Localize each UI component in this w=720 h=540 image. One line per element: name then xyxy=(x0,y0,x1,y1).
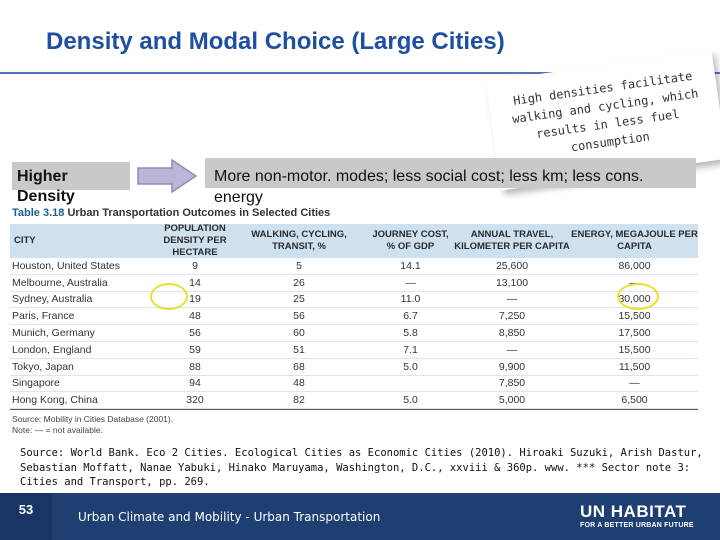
table-note-line: Note: — = not available. xyxy=(12,425,103,435)
cell-journey-cost: — xyxy=(405,276,416,289)
higher-density-label: Higher Density xyxy=(17,168,75,205)
cell-density: 56 xyxy=(189,327,201,340)
cell-annual-travel: 13,100 xyxy=(495,276,529,289)
cell-energy: — xyxy=(629,377,640,390)
cell-density: 19 xyxy=(189,293,201,306)
table-row xyxy=(10,342,698,359)
cell-modes: 25 xyxy=(293,293,305,306)
logo-main-text: UN HABITAT xyxy=(580,502,687,521)
cell-journey-cost: 11.0 xyxy=(400,293,421,306)
table-caption xyxy=(12,207,330,219)
cell-energy: — xyxy=(629,276,640,289)
cell-journey-cost: 5.0 xyxy=(403,360,418,373)
cell-city: Munich, Germany xyxy=(12,327,95,340)
cell-modes: 82 xyxy=(293,394,305,407)
table-row xyxy=(10,325,698,342)
cell-density: 48 xyxy=(189,310,201,323)
cell-annual-travel: 7,250 xyxy=(498,310,526,323)
cell-journey-cost: 14.1 xyxy=(400,259,421,272)
cell-city: Melbourne, Australia xyxy=(12,276,108,289)
cell-annual-travel: 8,850 xyxy=(498,327,526,340)
cell-density: 9 xyxy=(192,259,198,272)
header-energy: ENERGY, MEGAJOULE PER CAPITA xyxy=(571,229,698,252)
un-habitat-logo xyxy=(580,503,716,530)
table-bottom-rule xyxy=(10,409,698,410)
right-arrow-icon xyxy=(136,158,198,194)
cell-annual-travel: — xyxy=(506,293,518,306)
table-source-line: Source: Mobility in Cities Database (2001). xyxy=(12,414,174,424)
cell-city: Singapore xyxy=(12,377,60,390)
header-modes: WALKING, CYCLING, TRANSIT, % xyxy=(251,229,347,252)
logo-tagline: FOR A BETTER URBAN FUTURE xyxy=(580,522,694,529)
cell-density: 14 xyxy=(189,276,201,289)
cell-annual-travel: 5,000 xyxy=(498,394,526,407)
cell-modes: 56 xyxy=(293,310,305,323)
footer-bar xyxy=(0,493,720,540)
cell-density: 88 xyxy=(189,360,201,373)
consequence-text: More non-motor. modes; less social cost; less km; less cons. energy xyxy=(214,168,644,206)
table-source xyxy=(12,414,173,436)
table-row xyxy=(10,308,698,325)
cell-energy: 17,500 xyxy=(618,327,651,340)
table-row xyxy=(10,258,698,275)
header-density: POPULATION DENSITY PER HECTARE xyxy=(163,223,227,258)
table-row xyxy=(10,376,698,393)
cell-city: Houston, United States xyxy=(12,259,120,272)
table-body xyxy=(10,258,698,409)
table-row xyxy=(10,292,698,309)
cell-journey-cost: 7.1 xyxy=(403,343,418,356)
cell-modes: 68 xyxy=(293,360,305,373)
header-journey-cost: JOURNEY COST, % OF GDP xyxy=(372,229,449,252)
cell-journey-cost: 6.7 xyxy=(403,310,418,323)
cell-annual-travel: — xyxy=(506,343,518,356)
cell-modes: 51 xyxy=(293,343,305,356)
cell-energy: 86,000 xyxy=(618,259,651,272)
cell-energy: 15,500 xyxy=(618,343,651,356)
header-annual-travel: ANNUAL TRAVEL, KILOMETER PER CAPITA xyxy=(454,229,570,252)
cell-energy: 11,500 xyxy=(618,360,651,373)
cell-city: Hong Kong, China xyxy=(12,394,98,407)
cell-city: London, England xyxy=(12,343,92,356)
cell-density: 59 xyxy=(189,343,201,356)
cell-modes: 5 xyxy=(296,259,302,272)
highlight-circle-density xyxy=(150,283,188,310)
cell-city: Paris, France xyxy=(12,310,75,323)
cell-annual-travel: 7,850 xyxy=(498,377,526,390)
cell-city: Tokyo, Japan xyxy=(12,360,74,373)
cell-journey-cost: 5.8 xyxy=(403,327,418,340)
table-caption-number: Table 3.18 xyxy=(12,207,65,219)
page-number: 53 xyxy=(0,493,52,540)
highlight-circle-energy xyxy=(617,283,659,310)
footer-title: Urban Climate and Mobility - Urban Transportation xyxy=(78,510,381,524)
slide-title: Density and Modal Choice (Large Cities) xyxy=(46,28,505,55)
cell-energy: 15,500 xyxy=(618,310,651,323)
cell-modes: 60 xyxy=(293,327,305,340)
cell-density: 320 xyxy=(186,394,204,407)
transport-table xyxy=(10,224,698,410)
cell-density: 94 xyxy=(189,377,201,390)
cell-annual-travel: 25,600 xyxy=(495,259,529,272)
cell-city: Sydney, Australia xyxy=(12,293,93,306)
cell-annual-travel: 9,900 xyxy=(498,360,526,373)
cell-modes: 48 xyxy=(293,377,305,390)
cell-journey-cost: 5.0 xyxy=(403,394,418,407)
sticky-note: High densities facilitate walking and cycling, which results in less fuel consumption xyxy=(486,50,720,191)
header-city: CITY xyxy=(14,235,36,246)
table-caption-text: Urban Transportation Outcomes in Selected Cities xyxy=(64,207,331,219)
table-row xyxy=(10,275,698,292)
cell-energy: 6,500 xyxy=(621,394,648,407)
table-row xyxy=(10,392,698,409)
table-row xyxy=(10,359,698,376)
cell-energy: 30,000 xyxy=(618,293,651,306)
citation-text: Source: World Bank. Eco 2 Cities. Ecological Cities as Economic Cities (2010). Hiroaki Suzuki, Arish Dastur, Sebastian Moffatt, Nanae Yabuki, Hinako Maruyama, Washington, D.C., xxviii & 360p. www. *** Sector note 3: Cities and Transport, pp. 269. xyxy=(20,447,703,488)
table-header xyxy=(10,224,698,258)
cell-modes: 26 xyxy=(293,276,305,289)
